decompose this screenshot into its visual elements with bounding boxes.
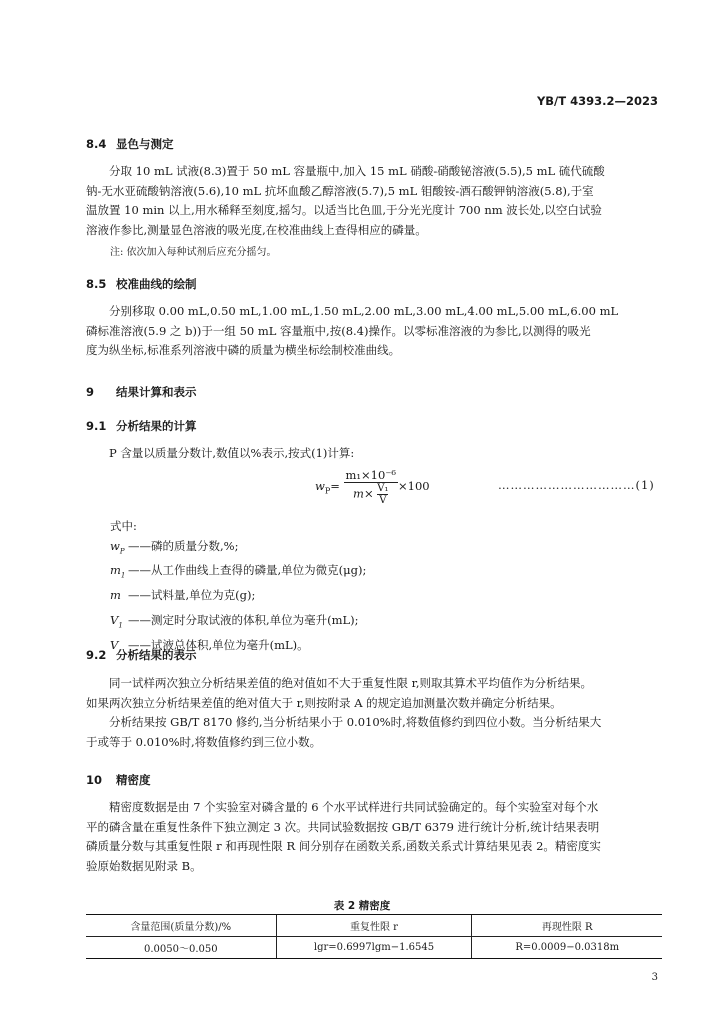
text-line: 溶液作参比,测量显色溶液的吸光度,在校准曲线上查得相应的磷量。 bbox=[86, 222, 427, 237]
variable-item bbox=[110, 561, 366, 586]
text-line: 磷质量分数与其重复性限 r 和再现性限 R 间分别存在函数关系,函数关系式计算结果见表 2。精密度实 bbox=[86, 839, 601, 853]
text-line: 磷标准溶液(5.9 之 b))于一组 50 mL 容量瓶中,按(8.4)操作。以零标准溶液的为参比,以测得的吸光 bbox=[86, 323, 591, 338]
variable-sub: 1 bbox=[118, 621, 123, 630]
formula-lhs-sub: P bbox=[324, 486, 331, 496]
variable-item bbox=[110, 586, 366, 611]
variable-item bbox=[110, 611, 366, 636]
standard-number: YB/T 4393.2—2023 bbox=[536, 94, 658, 108]
formula-fraction bbox=[344, 468, 398, 506]
text-line: 分别移取 0.00 mL,0.50 mL,1.00 mL,1.50 mL,2.00 mL,3.00 mL,4.00 mL,5.00 mL,6.00 mL bbox=[109, 304, 619, 318]
variable-symbol: w bbox=[110, 538, 120, 553]
section-title: 校准曲线的绘制 bbox=[116, 277, 197, 291]
table-cell: 0.0050～0.050 bbox=[86, 937, 276, 959]
volume-ratio-top: V₁ bbox=[377, 483, 389, 494]
table-header-cell: 重复性限 r bbox=[276, 915, 472, 937]
variable-sub: P bbox=[119, 546, 125, 555]
text-line: 精密度数据是由 7 个实验室对磷含量的 6 个水平试样进行共同试验确定的。每个实验室对每个水 bbox=[109, 800, 599, 814]
section-title: 分析结果的表示 bbox=[116, 648, 197, 662]
text-line: 度为纵坐标,标准系列溶液中磷的质量为横坐标绘制校准曲线。 bbox=[86, 343, 401, 357]
formula-volume-ratio bbox=[377, 483, 388, 506]
variable-list bbox=[110, 517, 366, 660]
section-number: 9 bbox=[86, 385, 95, 399]
variable-symbol: V bbox=[110, 612, 119, 627]
text-line: 钠-无水亚硫酸钠溶液(5.6),10 mL 抗坏血酸乙醇溶液(5.7),5 mL 钼酸铵-酒石酸钾钠溶液(5.8),于室 bbox=[86, 183, 594, 198]
section-8-5-heading bbox=[86, 276, 197, 292]
volume-ratio-bottom: V bbox=[379, 495, 387, 506]
table-row bbox=[86, 937, 662, 959]
table-cell: lgr=0.6997lgm−1.6545 bbox=[276, 937, 472, 959]
note: 注: 依次加入每种试剂后应充分摇匀。 bbox=[110, 247, 277, 258]
text-line: P 含量以质量分数计,数值以%表示,按式(1)计算: bbox=[109, 446, 355, 460]
section-9-2-heading bbox=[86, 647, 197, 663]
text-line: 于或等于 0.010%时,将数值修约到三位小数。 bbox=[86, 734, 322, 749]
table-header-cell: 再现性限 R bbox=[472, 915, 662, 937]
text-line: 分析结果按 GB/T 8170 修约,当分析结果小于 0.010%时,将数值修约到四位小数。当分析结果大 bbox=[109, 715, 602, 729]
table-header-cell: 含量范围(质量分数)/% bbox=[86, 915, 276, 937]
section-title: 精密度 bbox=[116, 773, 151, 787]
section-9-1-heading bbox=[86, 418, 197, 434]
text-line: 验原始数据见附录 B。 bbox=[86, 858, 202, 873]
variable-desc: ——从工作曲线上查得的磷量,单位为微克(μg); bbox=[128, 563, 367, 578]
formula-numerator: m₁×10⁻⁶ bbox=[345, 468, 396, 482]
section-number: 9.1 bbox=[86, 419, 107, 433]
text-line: 分取 10 mL 试液(8.3)置于 50 mL 容量瓶中,加入 15 mL 硝酸-硝酸铋溶液(5.5),5 mL 硫代硫酸 bbox=[109, 164, 605, 178]
text-line: 温放置 10 min 以上,用水稀释至刻度,摇匀。以适当比色皿,于分光光度计 700 nm 波长处,以空白试验 bbox=[86, 203, 602, 217]
variable-desc: ——磷的质量分数,%; bbox=[128, 538, 239, 553]
text-line: 如果两次独立分析结果差值的绝对值大于 r,则按附录 A 的规定追加测量次数并确定分析结果。 bbox=[86, 695, 562, 710]
formula-times-100: ×100 bbox=[398, 479, 430, 493]
section-title: 结果计算和表示 bbox=[116, 385, 197, 399]
variable-item bbox=[110, 537, 366, 562]
variable-desc: ——测定时分取试液的体积,单位为毫升(mL); bbox=[128, 612, 359, 627]
formula-denominator bbox=[344, 483, 398, 506]
section-10-body bbox=[86, 798, 662, 876]
variable-symbol: m bbox=[110, 563, 121, 578]
section-9-2-body bbox=[86, 674, 662, 752]
formula-den-m: m× bbox=[353, 486, 374, 501]
text-line: 平的磷含量在重复性条件下独立测定 3 次。共同试验数据按 GB/T 6379 进行统计分析,统计结果表明 bbox=[86, 819, 600, 834]
table-caption: 表 2 精密度 bbox=[333, 900, 391, 912]
section-number: 8.4 bbox=[86, 137, 107, 151]
section-9-1-intro bbox=[86, 444, 662, 464]
variable-desc: ——试料量,单位为克(g); bbox=[128, 588, 256, 603]
where-label: 式中: bbox=[110, 519, 137, 533]
variable-symbol: m bbox=[110, 588, 121, 603]
formula-lhs: w bbox=[315, 479, 325, 493]
section-9-heading bbox=[86, 384, 197, 400]
section-10-heading bbox=[86, 772, 151, 788]
section-8-5-body bbox=[86, 302, 662, 361]
equation-number: ……………………………(1) bbox=[498, 478, 655, 492]
section-title: 分析结果的计算 bbox=[116, 419, 197, 433]
variable-symbol: V bbox=[110, 637, 119, 652]
table-header-row bbox=[86, 915, 662, 937]
formula-eq: = bbox=[330, 479, 340, 493]
variable-sub: 1 bbox=[120, 571, 126, 580]
variable-desc: ——试液总体积,单位为毫升(mL)。 bbox=[128, 637, 309, 652]
section-8-4-body bbox=[86, 162, 662, 240]
section-title: 显色与测定 bbox=[116, 137, 174, 151]
page-number: 3 bbox=[651, 972, 658, 983]
table-cell: R=0.0009−0.0318m bbox=[472, 937, 662, 959]
text-line: 同一试样两次独立分析结果差值的绝对值如不大于重复性限 r,则取其算术平均值作为分析结果。 bbox=[109, 676, 593, 690]
section-8-4-heading bbox=[86, 136, 174, 152]
section-number: 8.5 bbox=[86, 277, 107, 291]
formula-1 bbox=[315, 468, 430, 506]
section-number: 10 bbox=[86, 773, 103, 787]
section-number: 9.2 bbox=[86, 648, 107, 662]
precision-table bbox=[86, 914, 662, 959]
